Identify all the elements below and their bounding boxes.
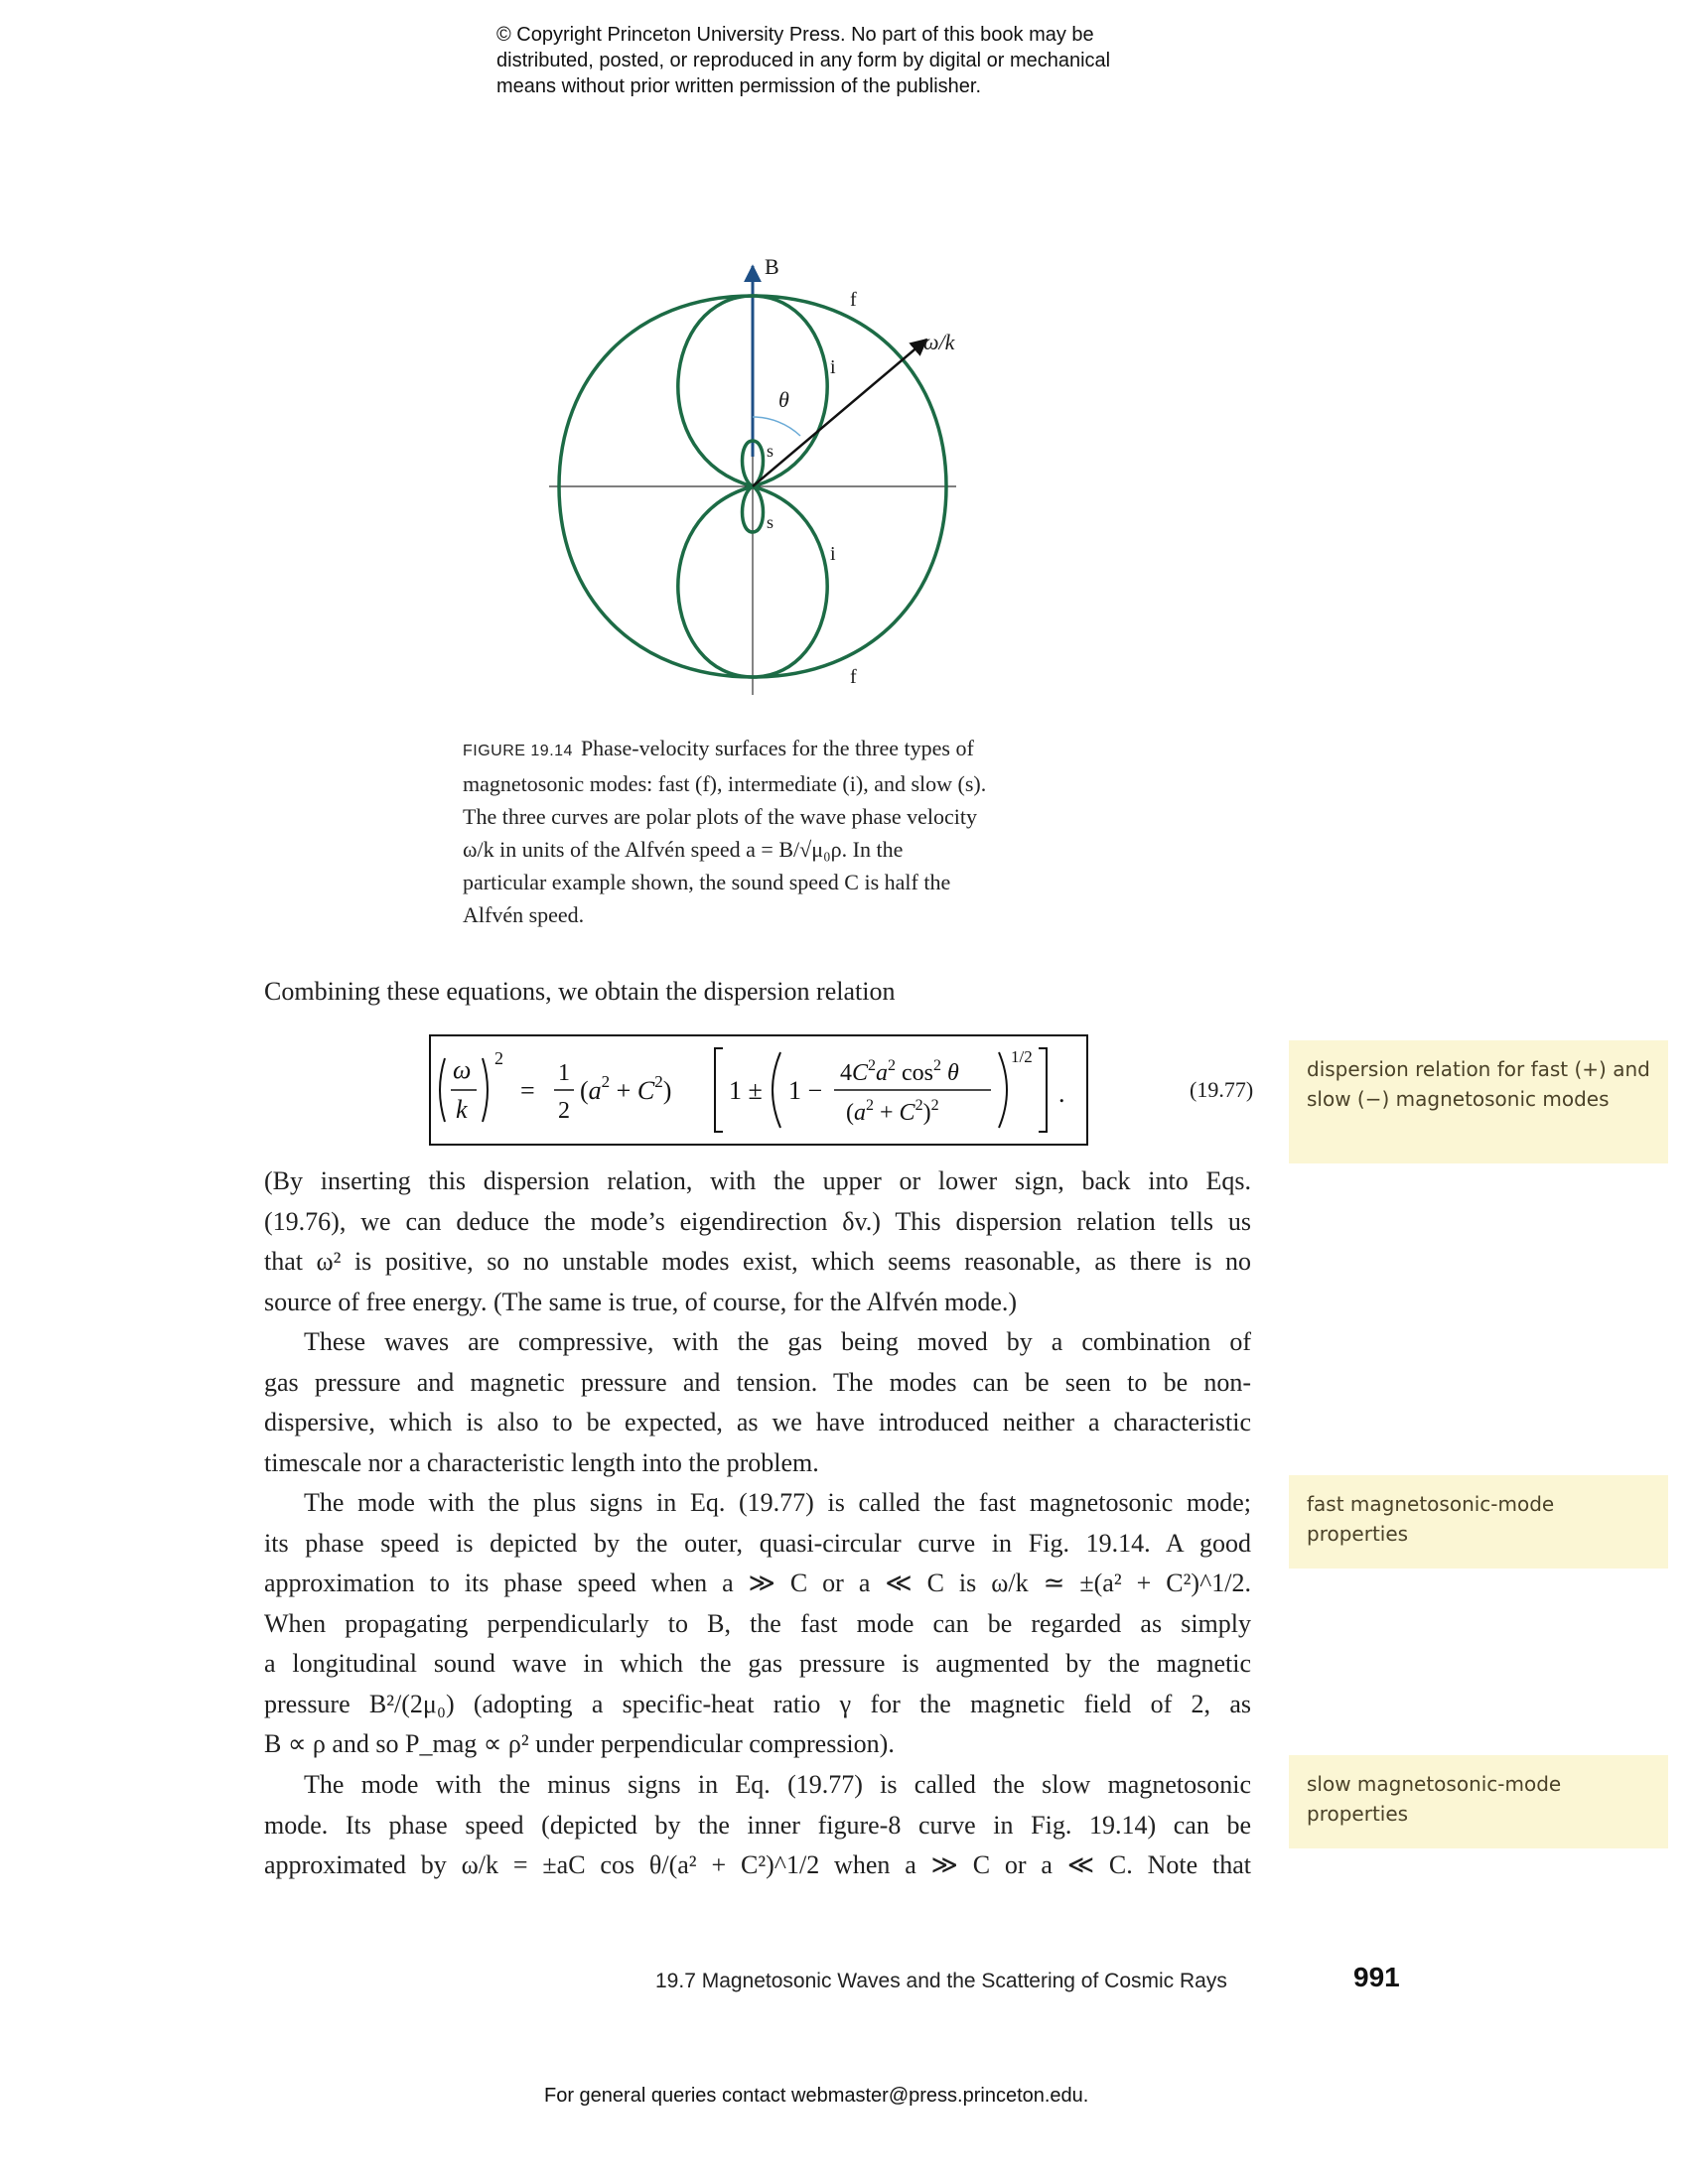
paragraph-4 xyxy=(264,1765,1251,1886)
svg-text:k: k xyxy=(456,1095,468,1124)
intermediate-label-bottom: i xyxy=(830,543,836,565)
running-footer: 19.7 Magnetosonic Waves and the Scattering of Cosmic Rays xyxy=(655,1970,1227,1992)
caption-line: The three curves are polar plots of the wave phase velocity xyxy=(463,804,978,829)
text-line: source of free energy. (The same is true, of course, for the Alfvén mode.) xyxy=(264,1287,1018,1316)
text-line: timescale nor a characteristic length into the problem. xyxy=(264,1447,819,1477)
text-line: approximated by ω/k = ±aC cos θ/(a² + C²)^1/2 when a ≫ C or a ≪ C. Note that xyxy=(264,1850,1251,1879)
figure-number: FIGURE 19.14 xyxy=(463,743,573,759)
field-label: B xyxy=(765,254,779,279)
caption-line: Alfvén speed. xyxy=(463,902,585,927)
caption-line: ω/k in units of the Alfvén speed a = B/√μ₀ρ. In the xyxy=(463,837,904,862)
text-line: a longitudinal sound wave in which the gas pressure is augmented by the magnetic xyxy=(264,1649,1251,1678)
angle-arc xyxy=(753,417,800,436)
caption-line: Phase-velocity surfaces for the three types of xyxy=(580,736,974,760)
fast-label-top: f xyxy=(850,289,857,311)
margin-note-slow-mode: slow magnetosonic-mode properties xyxy=(1289,1755,1668,1848)
copyright-line: © Copyright Princeton University Press. No part of this book may be xyxy=(496,24,1094,46)
slow-label-top: s xyxy=(767,441,774,461)
text-line: its phase speed is depicted by the outer, quasi-circular curve in Fig. 19.14. A good xyxy=(264,1528,1251,1558)
angle-label: θ xyxy=(778,387,789,412)
text-line: These waves are compressive, with the gas being moved by a combination of xyxy=(304,1327,1251,1356)
svg-text:1 −: 1 − xyxy=(788,1076,823,1105)
equation-number: (19.77) xyxy=(1190,1077,1254,1102)
svg-text:1: 1 xyxy=(558,1060,570,1086)
paragraph-1 xyxy=(264,1161,1251,1322)
text-line: When propagating perpendicularly to B, the fast mode can be regarded as simply xyxy=(264,1608,1251,1638)
text-line: mode. Its phase speed (depicted by the inner figure-8 curve in Fig. 19.14) can be xyxy=(264,1810,1251,1840)
paragraph-2 xyxy=(264,1322,1251,1483)
copyright-notice xyxy=(496,22,1251,99)
contact-line: For general queries contact webmaster@press.princeton.edu. xyxy=(544,2085,1089,2107)
caption-line: particular example shown, the sound speed C is half the xyxy=(463,870,951,894)
intermediate-label-top: i xyxy=(830,356,836,378)
dispersion-equation xyxy=(431,1036,1086,1144)
svg-text:4C2a2 cos2 θ: $4C^2a^2$ $\cos^2 \theta$ xyxy=(840,1057,959,1086)
text-line: The mode with the minus signs in Eq. (19.77) is called the slow magnetosonic xyxy=(304,1770,1251,1799)
copyright-line: means without prior written permission of the publisher. xyxy=(496,75,982,97)
equation-box xyxy=(429,1034,1088,1146)
caption-line: magnetosonic modes: fast (f), intermediate (i), and slow (s). xyxy=(463,771,987,796)
fast-label-bottom: f xyxy=(850,666,857,688)
svg-text:1 ±: 1 ± xyxy=(729,1076,763,1105)
phase-velocity-arrow xyxy=(753,340,926,486)
margin-note-fast-mode: fast magnetosonic-mode properties xyxy=(1289,1475,1668,1569)
text-line: dispersive, which is also to be expected, as we have introduced neither a characteristic xyxy=(264,1408,1251,1436)
text-line: gas pressure and magnetic pressure and tension. The modes can be seen to be non- xyxy=(264,1367,1251,1397)
text-line: approximation to its phase speed when a ≫ C or a ≪ C is ω/k ≃ ±(a² + C²)^1/2. xyxy=(264,1569,1251,1597)
figure-caption xyxy=(463,732,1078,931)
text-line: B ∝ ρ and so P_mag ∝ ρ² under perpendicular compression). xyxy=(264,1729,895,1758)
text-line: The mode with the plus signs in Eq. (19.77) is called the fast magnetosonic mode; xyxy=(304,1488,1251,1517)
svg-text:=: = xyxy=(520,1076,535,1105)
svg-text:1/2: 1/2 xyxy=(1011,1047,1033,1066)
page-number: 991 xyxy=(1353,1962,1400,1992)
slow-label-bottom: s xyxy=(767,512,774,532)
phase-velocity-figure xyxy=(536,226,963,703)
text-line: pressure B²/(2μ₀) (adopting a specific-heat ratio γ for the magnetic field of 2, as xyxy=(264,1689,1251,1718)
svg-text:2: 2 xyxy=(494,1048,503,1068)
svg-text:(a2 + C2): $(a^2 + C^2)$ xyxy=(580,1072,672,1105)
paragraph-3 xyxy=(264,1483,1251,1765)
svg-text:ω: ω xyxy=(453,1055,472,1084)
svg-text:2: 2 xyxy=(558,1098,570,1124)
copyright-line: distributed, posted, or reproduced in any form by digital or mechanical xyxy=(496,50,1111,71)
svg-text:(a2 + C2)2: $(a^2 + C^2)^2$ xyxy=(846,1097,939,1126)
text-line: (19.76), we can deduce the mode’s eigendirection δv.) This dispersion relation tells us xyxy=(264,1206,1251,1236)
text-line: that ω² is positive, so no unstable modes exist, which seems reasonable, as there is no xyxy=(264,1247,1251,1276)
svg-text:.: . xyxy=(1058,1079,1065,1108)
text-line: (By inserting this dispersion relation, with the upper or lower sign, back into Eqs. xyxy=(264,1166,1251,1195)
phase-velocity-label: ω/k xyxy=(923,330,955,354)
margin-note-dispersion: dispersion relation for fast (+) and slow (−) magnetosonic modes xyxy=(1289,1040,1668,1163)
lead-sentence: Combining these equations, we obtain the dispersion relation xyxy=(264,977,896,1006)
